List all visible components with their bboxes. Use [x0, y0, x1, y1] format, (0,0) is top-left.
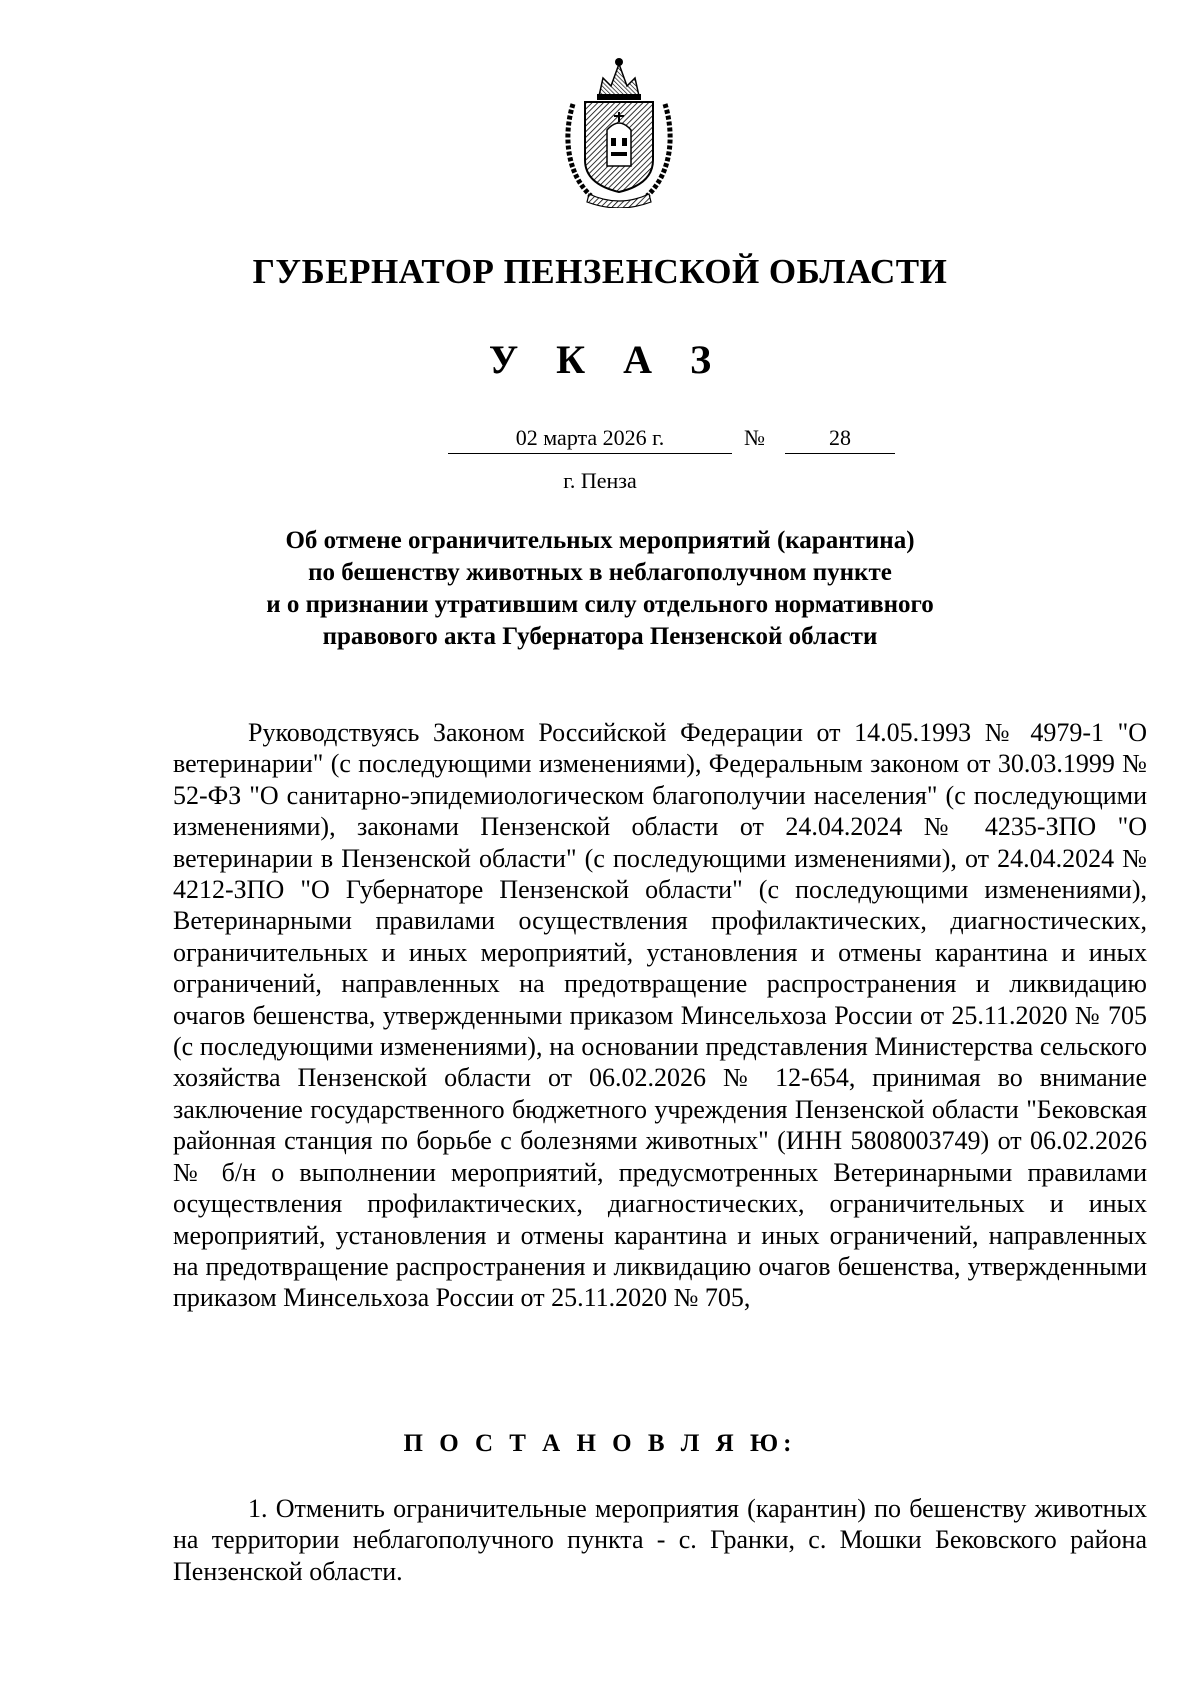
document-type: У К А З: [488, 337, 726, 382]
title-line: правового акта Губернатора Пензенской области: [322, 623, 878, 650]
document-number: 28: [785, 423, 895, 454]
resolution-item: 1. Отменить ограничительные мероприятия (карантин) по бешенству животных на территории неблагополучного пункта - с. Гранки, с. Мошки Бековского района Пензенской области.: [173, 1494, 1147, 1586]
document-city: г. Пенза: [563, 468, 637, 493]
document-date: 02 марта 2026 г.: [448, 423, 732, 454]
resolve-heading: П О С Т А Н О В Л Я Ю:: [403, 1430, 797, 1457]
title-line: и о признании утратившим силу отдельного нормативного: [266, 591, 934, 618]
number-sign: №: [744, 425, 765, 450]
preamble-paragraph: Руководствуясь Законом Российской Федерации от 14.05.1993 № 4979-1 "О ветеринарии" (с последующими изменениями), Федеральным законом от 30.03.1999 № 52-ФЗ "О санитарно-эпидемиологическом благополучии населения" (с последующими изменениями), законами Пензенской области от 24.04.2024 № 4235-ЗПО "О ветеринарии в Пензенской области" (с последующими изменениями), от 24.04.2024 № 4212-ЗПО "О Губернаторе Пензенской области" (с последующими изменениями), Ветеринарными правилами осуществления профилактических, диагностических, ограничительных и иных мероприятий, установления и отмены карантина и иных ограничений, направленных на предотвращение распространения и ликвидацию очагов бешенства, утвержденными приказом Минсельхоза России от 25.11.2020 № 705 (с последующими изменениями), на основании представления Министерства сельского хозяйства Пензенской области от 06.02.2026 № 12-654, принимая во внимание заключение государственного бюджетного учреждения Пензенской области "Бековская районная станция по борьбе с болезнями животных" (ИНН 5808003749) от 06.02.2026 № б/н о выполнении мероприятий, предусмотренных Ветеринарными правилами осуществления профилактических, диагностических, ограничительных и иных мероприятий, установления и отмены карантина и иных ограничений, направленных на предотвращение распространения и ликвидацию очагов бешенства, утвержденными приказом Минсельхоза России от 25.11.2020 № 705,: [173, 718, 1147, 1313]
issuing-authority: ГУБЕРНАТОР ПЕНЗЕНСКОЙ ОБЛАСТИ: [252, 252, 948, 291]
title-line: по бешенству животных в неблагополучном пункте: [308, 559, 892, 586]
coat-of-arms-icon: [559, 56, 680, 208]
title-line: Об отмене ограничительных мероприятий (карантина): [285, 527, 915, 554]
document-title: [200, 525, 1000, 653]
